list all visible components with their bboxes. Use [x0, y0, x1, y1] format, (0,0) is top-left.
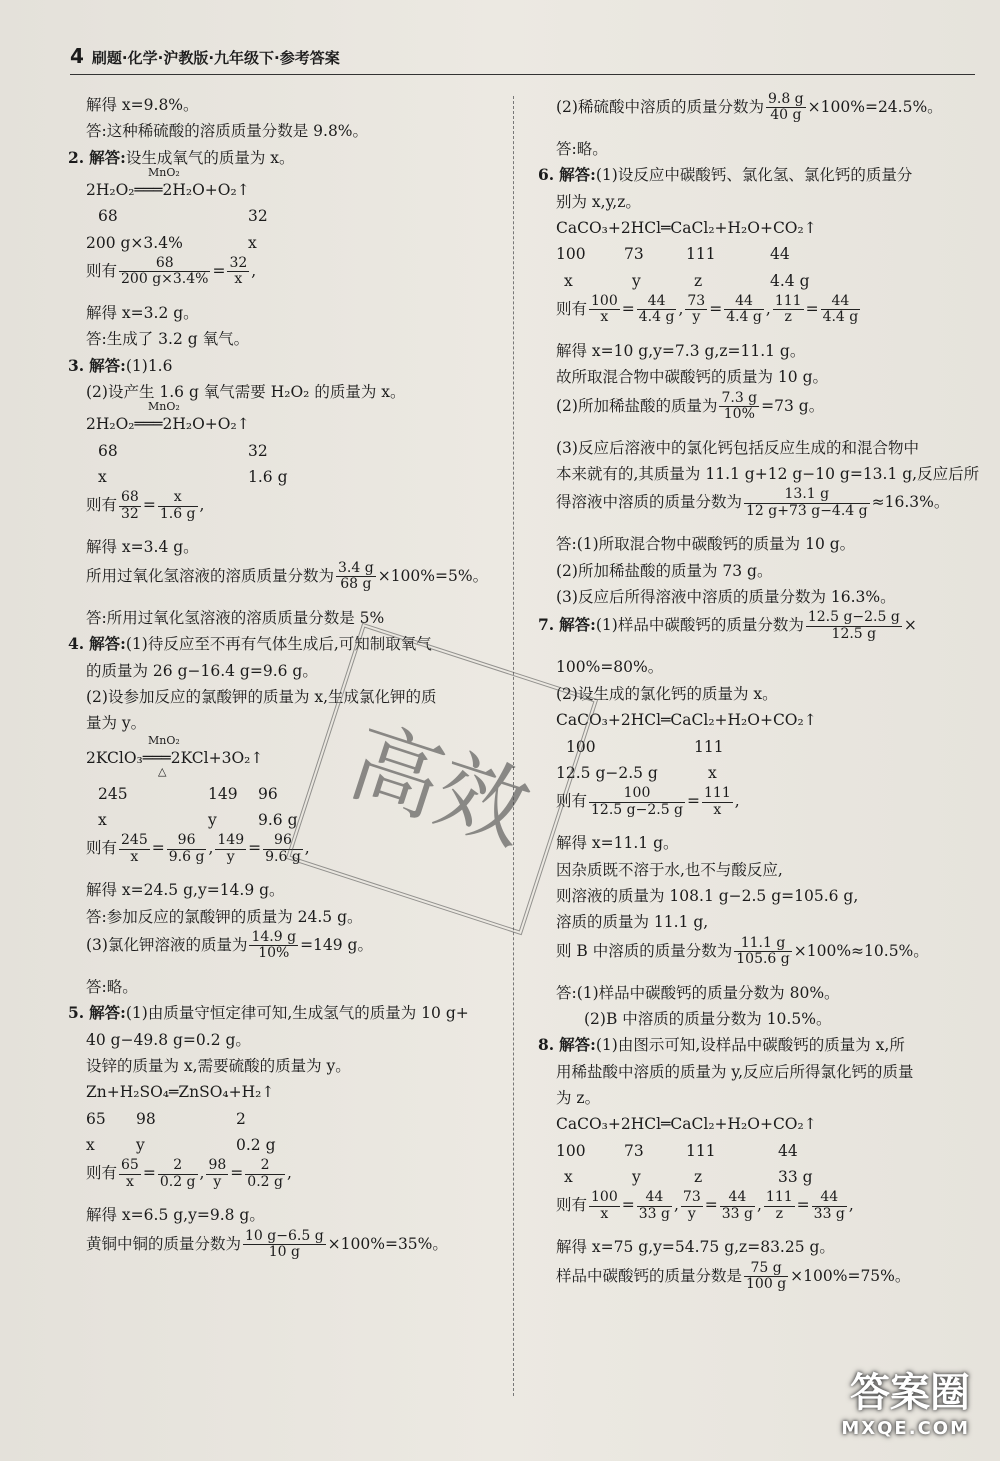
text-line: 解得 x=6.5 g,y=9.8 g。 [86, 1206, 265, 1225]
question-5: 5. 解答:(1)由质量守恒定律可知,生成氢气的质量为 10 g+ [68, 1003, 469, 1023]
ratio-row: 12.5 g−2.5 g x [556, 763, 717, 782]
ratio-row: 100 111 [566, 737, 724, 756]
ratio-row: x y 0.2 g [86, 1135, 276, 1154]
text-line: (2)所加稀盐酸的质量为 73 g。 [556, 561, 773, 580]
proportion: 则有 $\frac{65}{x}$ = $\frac{2}{0.2 g}$ , $\frac{98}{y}$ = $\frac{2}{0.2 g}$ , [86, 1157, 292, 1190]
equation: MnO₂ 2H₂O₂═══2H₂O+O₂↑ [86, 166, 250, 200]
text-line: 本来就有的,其质量为 11.1 g+12 g−10 g=13.1 g,反应后所 [556, 465, 980, 484]
percent-line: 则 B 中溶质的质量分数为 $\frac{11.1 g}{105.6 g}$ ×100%≈10.5%。 [556, 934, 929, 967]
equation: CaCO₃+2HCl═CaCl₂+H₂O+CO₂↑ [556, 1115, 817, 1134]
text-line: (2)设产生 1.6 g 氧气需要 H₂O₂ 的质量为 x。 [86, 383, 406, 402]
question-4: 4. 解答:(1)待反应至不再有气体生成后,可知制取氧气 [68, 634, 432, 654]
percent-line: 所用过氧化氢溶液的溶质质量分数为 $\frac{3.4 g}{68 g}$ ×100%=5%。 [86, 559, 489, 593]
ratio-row: 68 32 [98, 441, 268, 460]
text-line: 答:(1)样品中碳酸钙的质量分数为 80%。 [556, 983, 840, 1002]
text-line: 为 z。 [556, 1088, 601, 1107]
proportion: 则有 $\frac{100}{12.5 g-2.5 g}$ = $\frac{111}{x}$ , [556, 785, 740, 818]
text-line: 答:(1)所取混合物中碳酸钙的质量为 10 g。 [556, 535, 856, 554]
text-line: 量为 y。 [86, 714, 147, 733]
ratio-row: 68 32 [98, 207, 268, 226]
mass-line: (2)所加稀盐酸的质量为 $\frac{7.3 g}{10\%}$ =73 g。 [556, 389, 825, 423]
question-6: 6. 解答:(1)设反应中碳酸钙、氯化氢、氯化钙的质量分 [538, 165, 913, 185]
equation: CaCO₃+2HCl═CaCl₂+H₂O+CO₂↑ [556, 219, 817, 238]
text-line: 解得 x=24.5 g,y=14.9 g。 [86, 881, 285, 900]
equation: MnO₂ 2H₂O₂═══2H₂O+O₂↑ [86, 400, 250, 434]
page-number: 4 [70, 44, 84, 68]
ratio-row: 245 149 96 [98, 784, 278, 803]
proportion: 则有 $\frac{68}{32}$ = $\frac{x}{1.6 g}$ , [86, 489, 205, 522]
text-line: 解得 x=11.1 g。 [556, 834, 679, 853]
text-line: 则溶液的质量为 108.1 g−2.5 g=105.6 g, [556, 886, 859, 905]
question-2: 2. 解答:设生成氧气的质量为 x。 [68, 147, 295, 167]
text-line: 溶质的质量为 11.1 g, [556, 913, 709, 932]
percent-line: (2)稀硫酸中溶质的质量分数为 $\frac{9.8 g}{40 g}$ ×100%=24.5%。 [556, 91, 943, 124]
text-line: 用稀盐酸中溶质的质量为 y,反应后所得氯化钙的质量 [556, 1062, 914, 1081]
text-line: 40 g−49.8 g=0.2 g。 [86, 1030, 251, 1049]
proportion: 则有 $\frac{100}{x}$ = $\frac{44}{4.4 g}$ , $\frac{73}{y}$ = $\frac{44}{4.4 g}$ , $\frac{111}{z}$ = $\frac{44}{4.4 g}$ [556, 293, 859, 326]
ratio-row: x 1.6 g [98, 468, 288, 487]
page-title: 刷题·化学·沪教版·九年级下·参考答案 [91, 49, 340, 67]
text-line: 答:所用过氧化氢溶液的溶质质量分数是 5% [86, 608, 385, 627]
text-line: 解得 x=3.2 g。 [86, 304, 199, 323]
percent-line: 样品中碳酸钙的质量分数是 $\frac{75 g}{100 g}$ ×100%=75%。 [556, 1259, 911, 1293]
percent-line: 得溶液中溶质的质量分数为 $\frac{13.1 g}{12 g+73 g-4.4 g}$ ≈16.3%。 [556, 486, 950, 519]
text-line: (3)反应后所得溶液中溶质的质量分数为 16.3%。 [556, 588, 896, 607]
ratio-row: 100 73 111 44 [556, 245, 790, 264]
question-7: 7. 解答:(1)样品中碳酸钙的质量分数为 $\frac{12.5 g-2.5 g}{12.5 g}$ × [538, 609, 917, 642]
text-line: 答:参加反应的氯酸钾的质量为 24.5 g。 [86, 907, 363, 926]
text-line: 解得 x=10 g,y=7.3 g,z=11.1 g。 [556, 342, 806, 361]
text-line: 答:略。 [556, 140, 608, 158]
proportion: 则有 $\frac{245}{x}$ = $\frac{96}{9.6 g}$ , $\frac{149}{y}$ = $\frac{96}{9.6 g}$ , [86, 832, 310, 865]
text-line: 答:生成了 3.2 g 氧气。 [86, 330, 250, 349]
equation: Zn+H₂SO₄═ZnSO₄+H₂↑ [86, 1083, 275, 1102]
text-line: (3)反应后溶液中的氯化钙包括反应生成的和混合物中 [556, 438, 919, 457]
right-column [538, 91, 980, 1305]
text-line: 故所取混合物中碳酸钙的质量为 10 g。 [556, 368, 829, 387]
text-line: (2)设参加反应的氯酸钾的质量为 x,生成氯化钾的质 [86, 687, 437, 706]
text-line: (2)B 中溶质的质量分数为 10.5%。 [584, 1009, 832, 1028]
proportion: 则有 $\frac{68}{200 g\times 3.4\%}$ = $\frac{32}{x}$ , [86, 255, 257, 288]
text-line: 的质量为 26 g−16.4 g=9.6 g。 [86, 661, 318, 680]
ratio-row: 100 73 111 44 [556, 1141, 798, 1160]
text-line: 别为 x,y,z。 [556, 192, 641, 211]
text-line: 答:略。 [86, 977, 138, 996]
ratio-row: 200 g×3.4% x [86, 233, 257, 252]
text-line: 解得 x=75 g,y=54.75 g,z=83.25 g。 [556, 1238, 835, 1257]
text-line: 设锌的质量为 x,需要硫酸的质量为 y。 [86, 1056, 351, 1075]
ratio-row: x y z 33 g [564, 1167, 813, 1186]
text-line: 答:这种稀硫酸的溶质质量分数是 9.8%。 [86, 122, 369, 141]
stamp-seal: 高效 [286, 623, 598, 935]
mass-line: (3)氯化钾溶液的质量为 $\frac{14.9 g}{10\%}$ =149 g。 [86, 928, 373, 962]
question-8: 8. 解答:(1)由图示可知,设样品中碳酸钙的质量为 x,所 [538, 1035, 905, 1055]
proportion: 则有 $\frac{100}{x}$ = $\frac{44}{33 g}$ , $\frac{73}{y}$ = $\frac{44}{33 g}$ , $\frac{111}{z}$ = $\frac{44}{33 g}$ , [556, 1189, 854, 1222]
text-line: 解得 x=9.8%。 [86, 96, 199, 114]
ratio-row: x y 9.6 g [98, 810, 298, 829]
text-line: 因杂质既不溶于水,也不与酸反应, [556, 860, 783, 879]
equation: CaCO₃+2HCl═CaCl₂+H₂O+CO₂↑ [556, 711, 817, 730]
site-watermark [841, 1361, 970, 1439]
percent-line: 黄铜中铜的质量分数为 $\frac{10 g-6.5 g}{10 g}$ ×100%=35%。 [86, 1227, 448, 1261]
ratio-row: x y z 4.4 g [564, 271, 810, 290]
text-line: 100%=80%。 [556, 658, 664, 677]
ratio-row: 65 98 2 [86, 1109, 246, 1128]
watermark-url: MXQE.COM [841, 1418, 970, 1439]
page-header [70, 44, 975, 75]
question-3: 3. 解答:(1)1.6 [68, 355, 173, 375]
equation: MnO₂ △ 2KClO₃═══2KCl+3O₂↑ [86, 733, 264, 778]
text-line: 解得 x=3.4 g。 [86, 538, 199, 557]
watermark-logo: 答案圈 [850, 1370, 970, 1416]
text-line: (2)设生成的氯化钙的质量为 x。 [556, 684, 778, 703]
